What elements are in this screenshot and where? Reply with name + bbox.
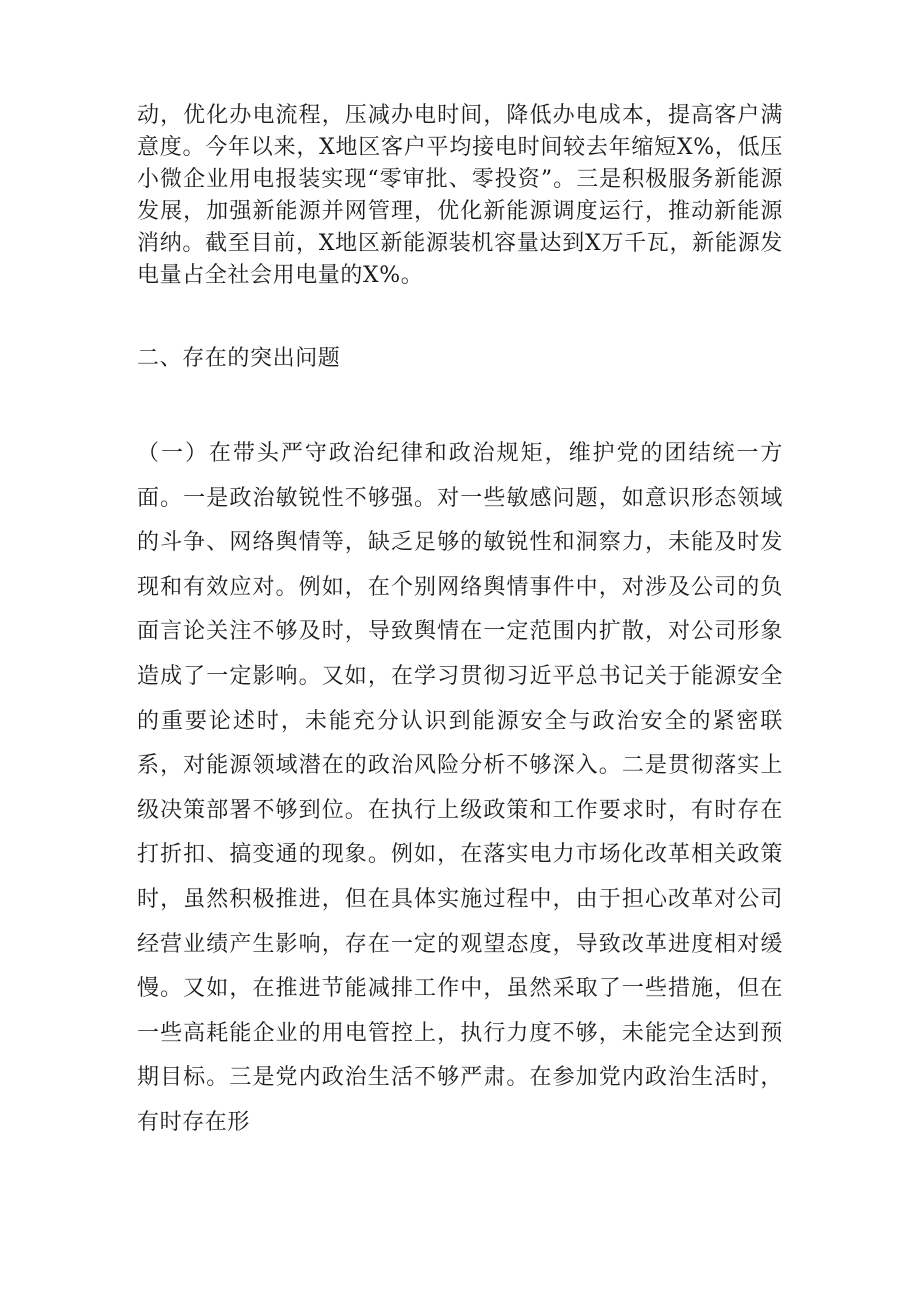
- body-paragraph-continued: 动，优化办电流程，压减办电时间，降低办电成本，提高客户满意度。今年以来，X地区客户平均接电时间较去年缩短X%，低压小微企业用电报装实现“零审批、零投资”。三是积极服务新能源发展，加强新能源并网管理，优化新能源调度运行，推动新能源消纳。截至目前，X地区新能源装机容量达到X万千瓦，新能源发电量占全社会用电量的X%。: [137, 103, 783, 288]
- section-heading: 二、存在的突出问题: [137, 346, 341, 371]
- body-paragraph-issues: （一）在带头严守政治纪律和政治规矩，维护党的团结统一方面。一是政治敏锐性不够强。对一些敏感问题，如意识形态领域的斗争、网络舆情等，缺乏足够的敏锐性和洞察力，未能及时发现和有效应对。例如，在个别网络舆情事件中，对涉及公司的负面言论关注不够及时，导致舆情在一定范围内扩散，对公司形象造成了一定影响。又如，在学习贯彻习近平总书记关于能源安全的重要论述时，未能充分认识到能源安全与政治安全的紧密联系，对能源领域潜在的政治风险分析不够深入。二是贯彻落实上级决策部署不够到位。在执行上级政策和工作要求时，有时存在打折扣、搞变通的现象。例如，在落实电力市场化改革相关政策时，虽然积极推进，但在具体实施过程中，由于担心改革对公司经营业绩产生影响，存在一定的观望态度，导致改革进度相对缓慢。又如，在推进节能减排工作中，虽然采取了一些措施，但在一些高耗能企业的用电管控上，执行力度不够，未能完全达到预期目标。三是党内政治生活不够严肃。在参加党内政治生活时，有时存在形: [137, 441, 783, 1135]
